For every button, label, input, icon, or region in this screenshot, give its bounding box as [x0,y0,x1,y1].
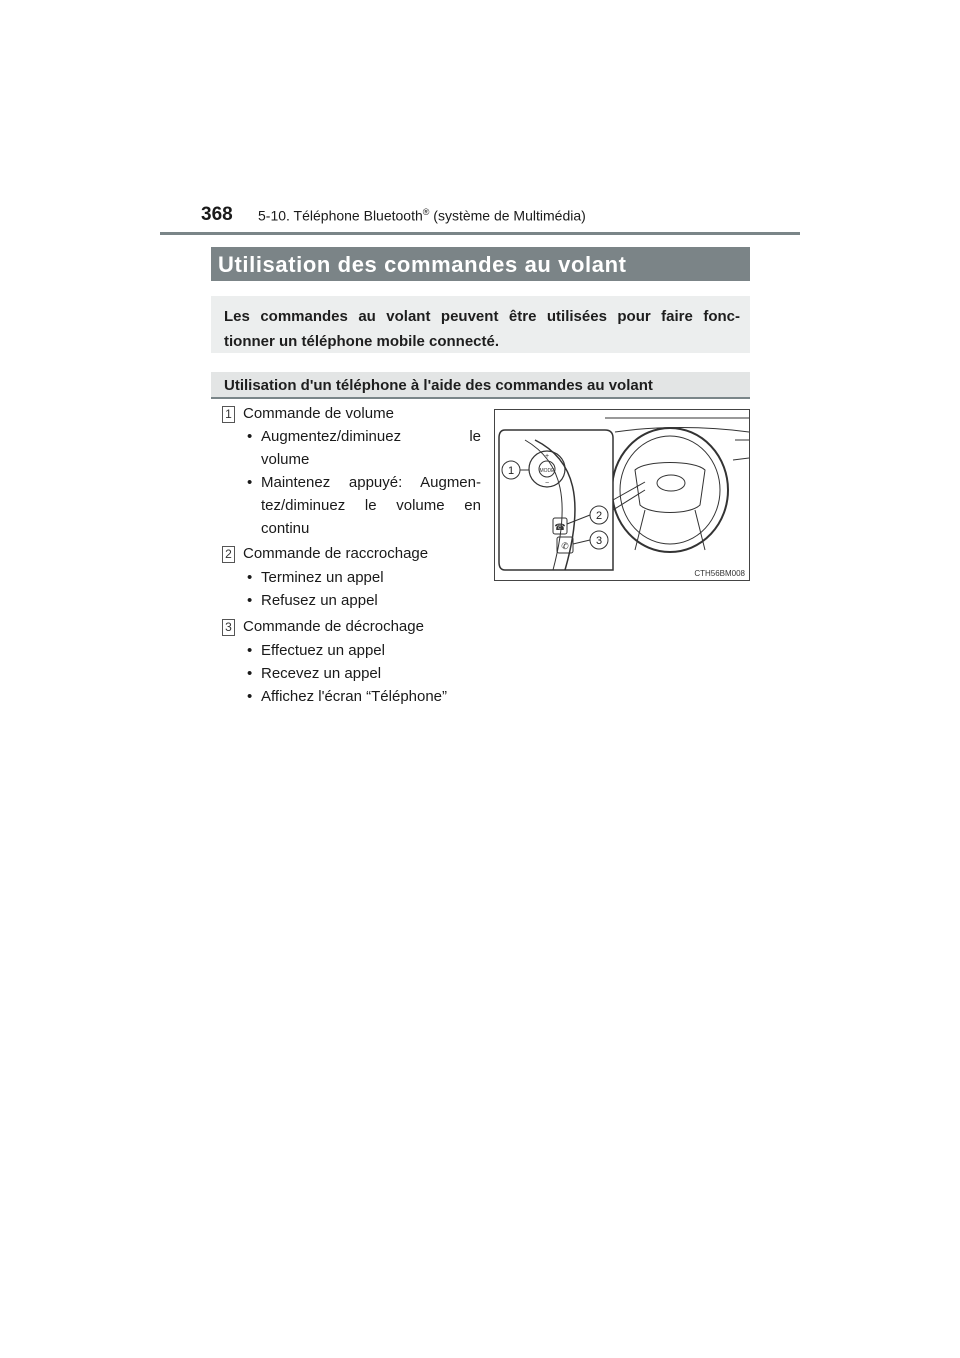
item-number-badge: 3 [222,619,235,636]
bullet-text [261,471,481,540]
registered-mark: ® [422,207,430,217]
subsection-heading: Utilisation d'un téléphone à l'aide des commandes au volant [211,372,750,399]
figure-code: CTH56BM008 [694,569,745,578]
word: le [469,428,481,445]
item-title: Commande de décrochage [243,618,424,635]
bullet-line [261,425,481,448]
bullet-dot: • [247,569,253,586]
volume-plus-label: + [544,453,550,460]
callout-number: 2 [595,510,603,522]
bullet-dot: • [247,592,253,609]
intro-box [211,296,750,353]
bullet-dot: • [247,665,253,682]
bullet-text: Refusez un appel [261,592,378,609]
page-number: 368 [201,204,233,225]
pick-up-icon: ✆ [561,541,569,551]
bullet-dot: • [247,642,253,659]
bullet-line: volume [261,451,310,468]
item-number-badge: 1 [222,406,235,423]
bullet-text: Recevez un appel [261,665,382,682]
hang-up-icon: ☎ [554,522,566,532]
callout-number: 3 [595,535,603,547]
steering-wheel-drawing [495,410,749,580]
word: Augmentez/diminuez [261,428,402,445]
mode-label: MODE [539,468,555,474]
volume-minus-label: − [544,480,550,487]
intro-line-2: tionner un téléphone mobile connecté. [224,333,500,350]
bullet-line: continu [261,520,310,537]
bullet-dot: • [247,474,253,491]
running-title-rest: (système de Multimédia) [429,207,586,224]
section-heading: Utilisation des commandes au volant [211,247,750,281]
bullet-text: Effectuez un appel [261,642,385,659]
bullet-line: tez/diminuez le volume en [261,497,481,514]
running-title [258,207,586,224]
bullet-text: Terminez un appel [261,569,384,586]
bullet-text [261,425,481,471]
bullet-line: Maintenez appuyé: Augmen- [261,474,481,491]
bullet-dot: • [247,428,253,445]
intro-line-1: Les commandes au volant peuvent être utilisées pour faire fonc- [224,308,740,325]
header-rule [160,232,800,235]
item-title: Commande de raccrochage [243,545,429,562]
bullet-dot: • [247,688,253,705]
item-number-badge: 2 [222,546,235,563]
running-title-main: 5-10. Téléphone Bluetooth [258,207,423,224]
callout-number: 1 [507,465,515,477]
bullet-text: Affichez l'écran “Téléphone” [261,688,448,705]
item-title: Commande de volume [243,405,394,422]
steering-wheel-illustration [494,409,750,581]
